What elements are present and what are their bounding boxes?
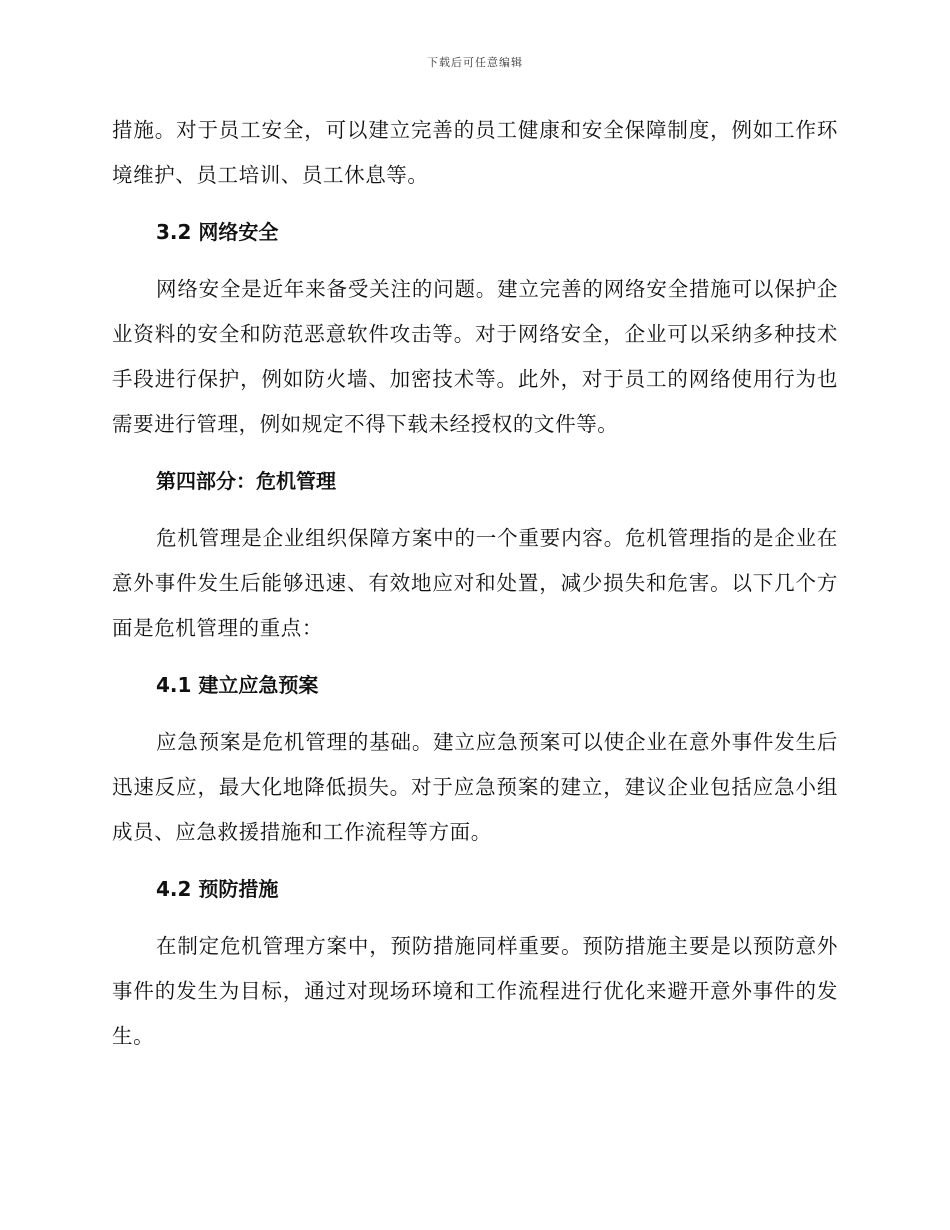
heading-prevention-measures: 4.2 预防措施 — [156, 877, 279, 901]
heading-crisis-management: 第四部分：危机管理 — [156, 469, 336, 493]
paragraph-crisis-management: 危机管理是企业组织保障方案中的一个重要内容。危机管理指的是企业在意外事件发生后能够迅速、有效地应对和处置，减少损失和危害。以下几个方面是危机管理的重点： — [112, 526, 838, 640]
heading-network-security: 3.2 网络安全 — [156, 220, 279, 244]
heading-emergency-plan: 4.1 建立应急预案 — [156, 673, 319, 697]
paragraph-employee-safety: 措施。对于员工安全，可以建立完善的员工健康和安全保障制度，例如工作环境维护、员工培训、员工休息等。 — [112, 118, 838, 187]
page-header-note: 下载后可任意编辑 — [427, 56, 523, 69]
paragraph-prevention-measures: 在制定危机管理方案中，预防措施同样重要。预防措施主要是以预防意外事件的发生为目标，通过对现场环境和工作流程进行优化来避开意外事件的发生。 — [112, 934, 838, 1048]
paragraph-emergency-plan: 应急预案是危机管理的基础。建立应急预案可以使企业在意外事件发生后迅速反应，最大化地降低损失。对于应急预案的建立，建议企业包括应急小组成员、应急救援措施和工作流程等方面。 — [112, 730, 838, 844]
document-body — [112, 108, 838, 1071]
paragraph-network-security: 网络安全是近年来备受关注的问题。建立完善的网络安全措施可以保护企业资料的安全和防范恶意软件攻击等。对于网络安全，企业可以采纳多种技术手段进行保护，例如防火墙、加密技术等。此外，对于员工的网络使用行为也需要进行管理，例如规定不得下载未经授权的文件等。 — [112, 277, 838, 436]
